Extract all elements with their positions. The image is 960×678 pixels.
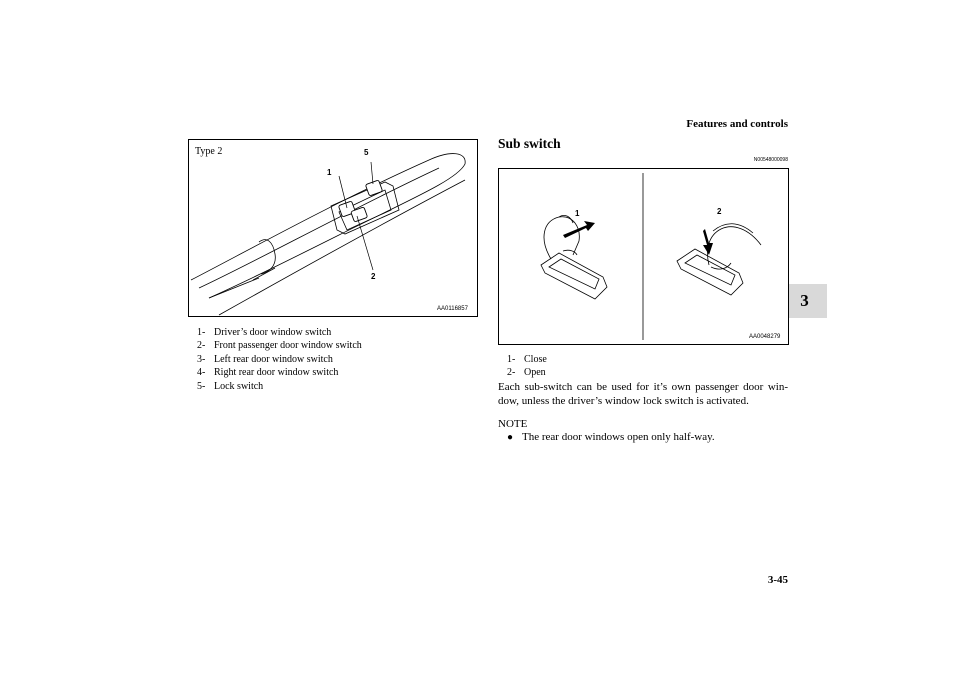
callout-2: 2	[717, 207, 722, 216]
figure-code: AA0116857	[437, 306, 468, 312]
legend-item: 1- Driver’s door window switch	[197, 327, 332, 338]
sub-switch-illustration	[499, 169, 788, 344]
legend-item: 3- Left rear door window switch	[197, 353, 333, 365]
section-code: N00548000098	[753, 157, 788, 163]
legend-item: 2- Front passenger door window switch	[197, 340, 362, 352]
legend-right	[507, 353, 547, 380]
section-title: Sub switch	[498, 136, 561, 151]
callout-1: 1	[575, 209, 580, 218]
chapter-tab: 3	[782, 284, 827, 318]
note-item	[507, 431, 715, 443]
door-switch-figure	[188, 139, 478, 317]
page-number: 3-45	[767, 574, 788, 586]
legend-item: 2- Open	[507, 367, 546, 379]
running-header: Features and controls	[686, 118, 788, 130]
callout-5: 5	[364, 148, 369, 157]
legend-item: 5- Lock switch	[197, 380, 264, 392]
note-item-text: The rear door windows open only half-way.	[522, 431, 715, 443]
figure-type-label: Type 2	[195, 146, 223, 157]
legend-item: 1- Close	[507, 354, 547, 365]
note-heading: NOTE	[498, 418, 528, 430]
figure-code: AA0048279	[749, 334, 781, 340]
callout-2: 2	[371, 272, 376, 281]
callout-1: 1	[327, 168, 332, 177]
sub-switch-figure	[498, 168, 789, 345]
body-paragraph: Each sub-switch can be used for it’s own passenger door win-dow, unless the driver’s window lock switch is activated.	[498, 381, 788, 407]
legend-left	[197, 326, 362, 393]
door-armrest-illustration	[189, 140, 477, 316]
legend-item: 4- Right rear door window switch	[197, 367, 339, 379]
filled-circle-bullet-icon: ●	[507, 432, 514, 443]
